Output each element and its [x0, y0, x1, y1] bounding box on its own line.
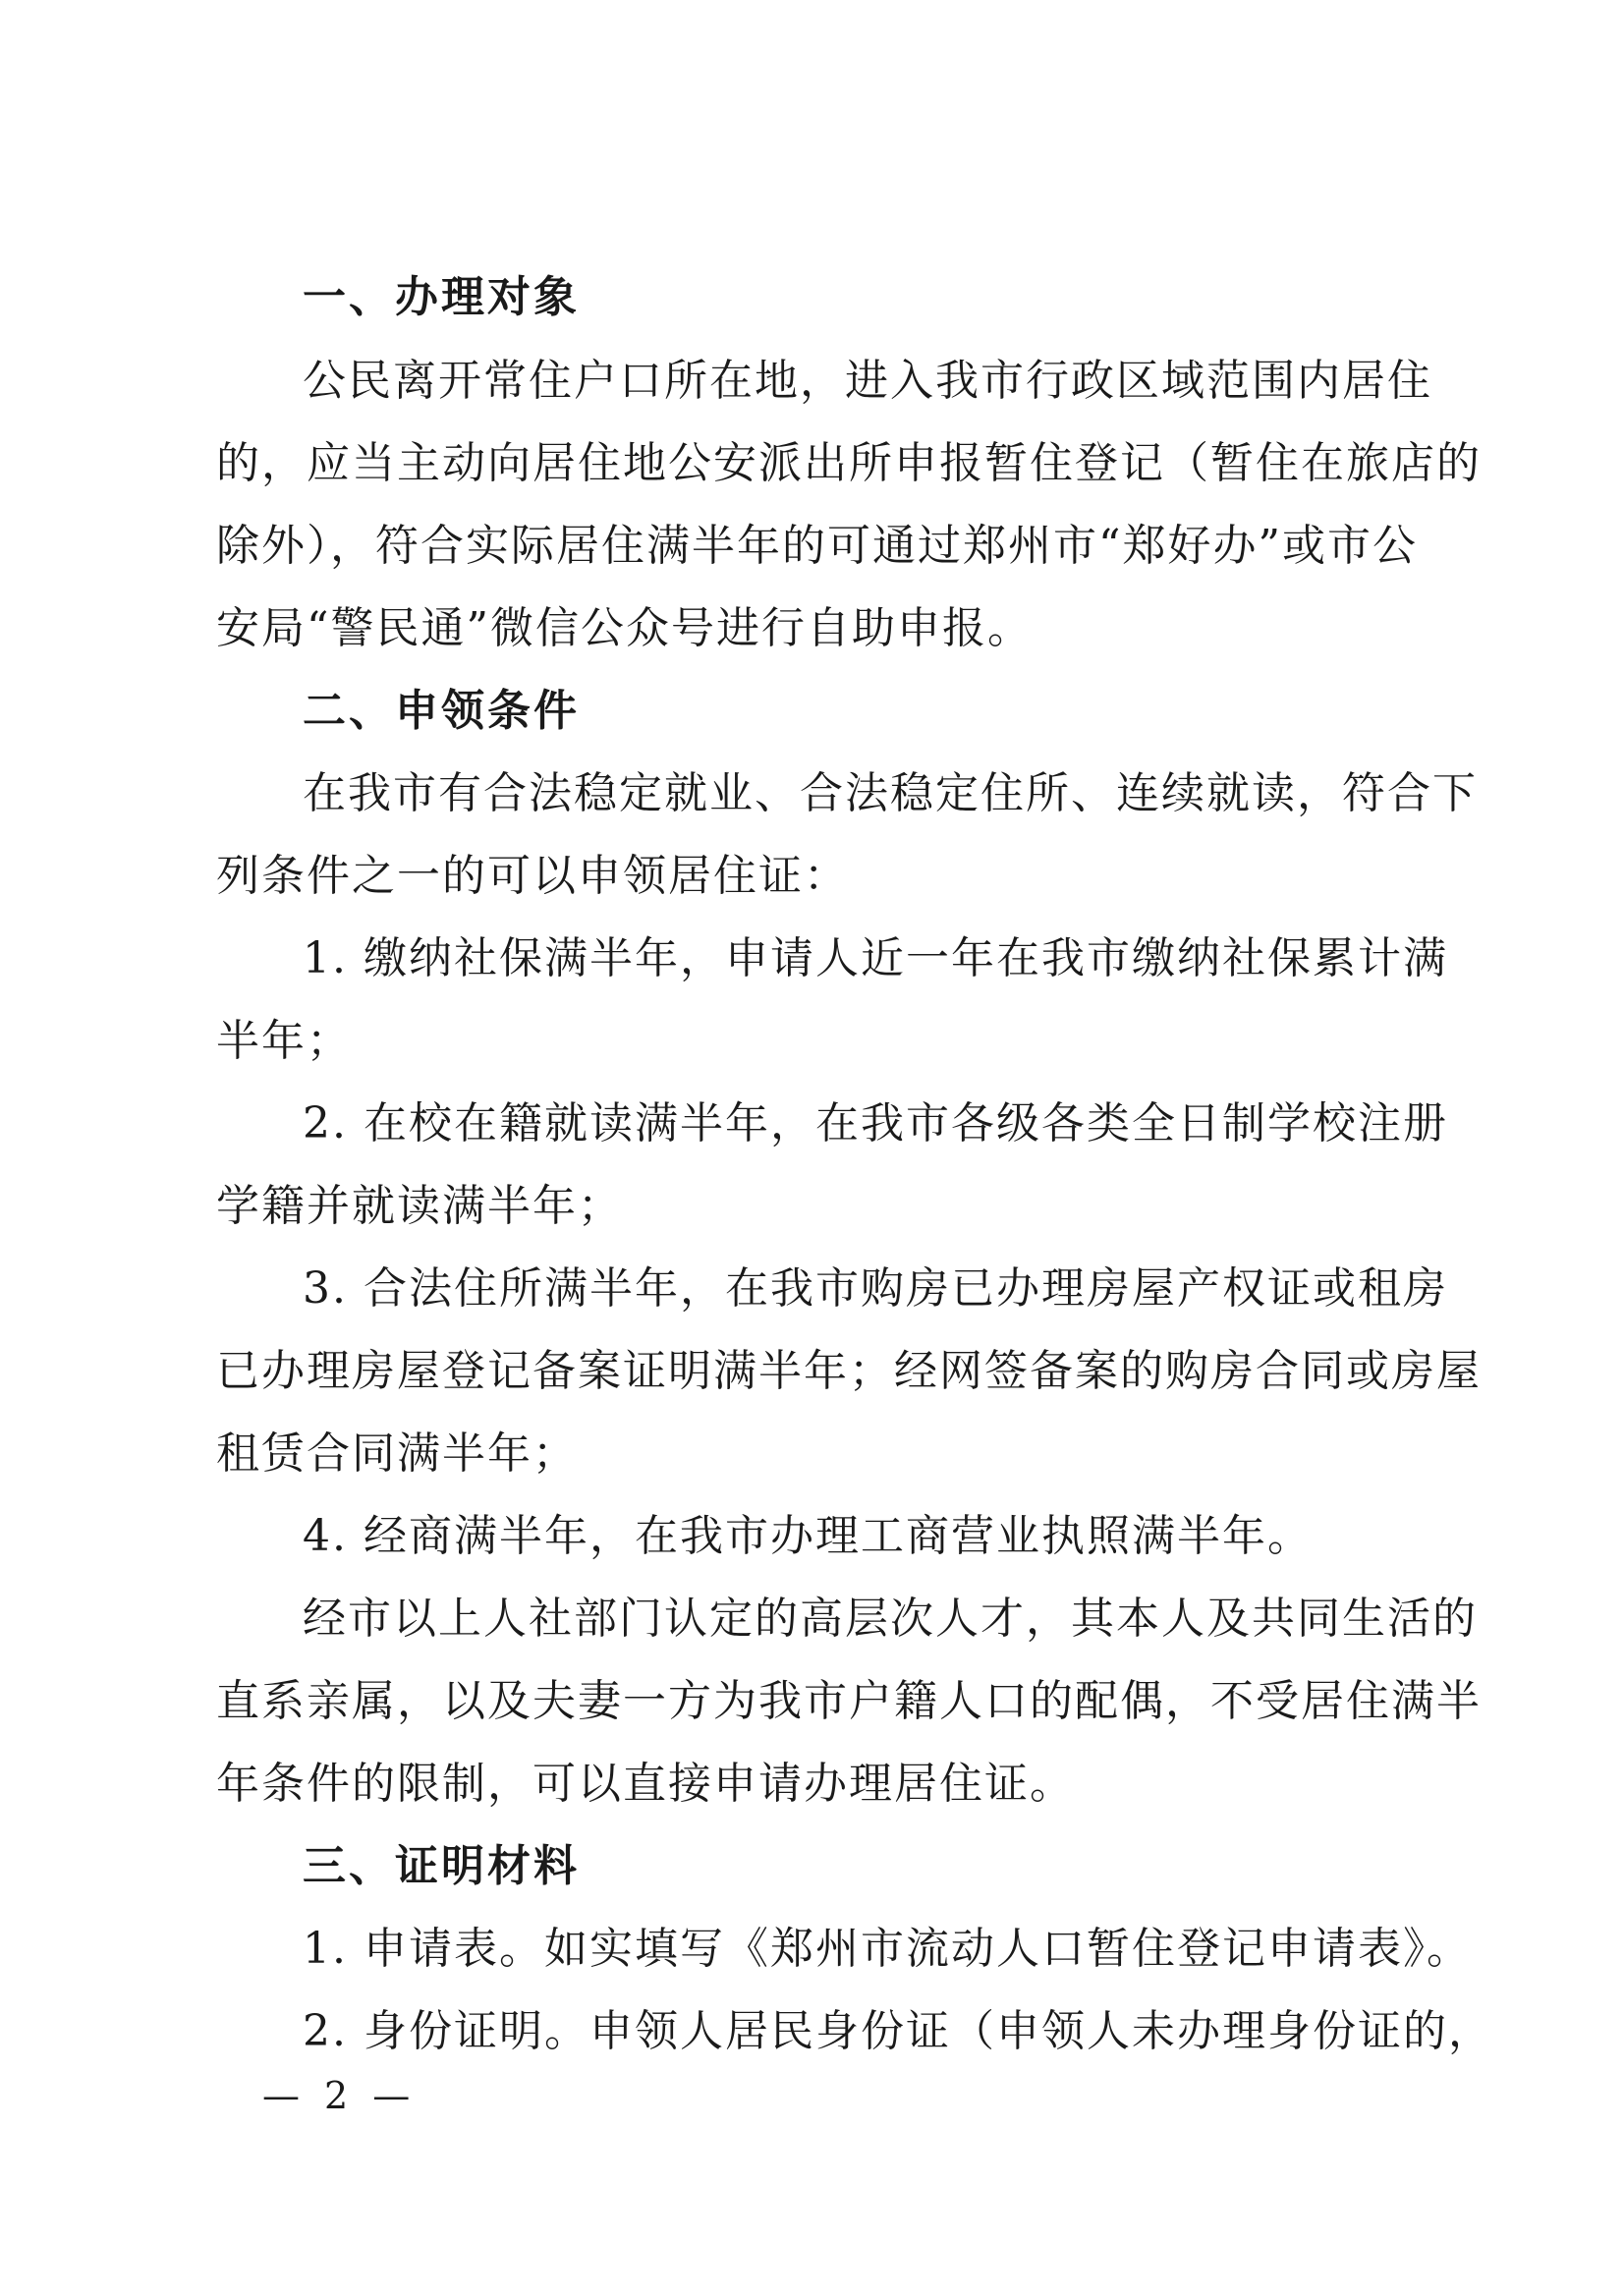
page-number: 2 — [324, 2074, 349, 2117]
section-heading-3: 三、证明材料 — [303, 1841, 580, 1891]
list-item-line: 租赁合同满半年； — [216, 1428, 578, 1479]
page-footer — [252, 2071, 420, 2120]
paragraph-line: 除外），符合实际居住满半年的可通过郑州市“郑好办”或市公 — [216, 521, 1418, 571]
section-heading-1: 一、办理对象 — [303, 272, 580, 322]
paragraph-line: 公民离开常住户口所在地，进入我市行政区域范围内居住 — [303, 356, 1432, 406]
footer-left-dash: — — [262, 2074, 300, 2117]
list-item-line: 4. 经商满半年，在我市办理工商营业执照满半年。 — [303, 1511, 1313, 1561]
list-item-line: 2. 在校在籍就读满半年，在我市各级各类全日制学校注册 — [303, 1098, 1448, 1148]
list-item-line: 1. 缴纳社保满半年，申请人近一年在我市缴纳社保累计满 — [303, 933, 1448, 983]
paragraph-line: 年条件的限制，可以直接申请办理居住证。 — [216, 1759, 1075, 1809]
list-item-line: 已办理房屋登记备案证明满半年；经网签备案的购房合同或房屋 — [216, 1346, 1482, 1396]
list-item-line: 2. 身份证明。申领人居民身份证（申领人未办理身份证的， — [303, 2006, 1493, 2056]
list-item-line: 3. 合法住所满半年，在我市购房已办理房屋产权证或租房 — [303, 1263, 1448, 1314]
list-item-line: 1. 申请表。如实填写《郑州市流动人口暂住登记申请表》。 — [303, 1924, 1472, 1974]
paragraph-line: 的，应当主动向居住地公安派出所申报暂住登记（暂住在旅店的 — [216, 438, 1482, 488]
list-item-line: 半年； — [216, 1016, 352, 1066]
paragraph-line: 列条件之一的可以申领居住证： — [216, 851, 849, 901]
list-item-line: 学籍并就读满半年； — [216, 1181, 623, 1231]
paragraph-line: 安局“警民通”微信公众号进行自助申报。 — [216, 603, 1033, 653]
paragraph-line: 经市以上人社部门认定的高层次人才，其本人及共同生活的 — [303, 1594, 1478, 1644]
footer-right-dash: — — [372, 2074, 411, 2117]
paragraph-line: 在我市有合法稳定就业、合法稳定住所、连续就读，符合下 — [303, 768, 1478, 818]
paragraph-line: 直系亲属，以及夫妻一方为我市户籍人口的配偶，不受居住满半 — [216, 1676, 1482, 1726]
section-heading-2: 二、申领条件 — [303, 686, 580, 736]
